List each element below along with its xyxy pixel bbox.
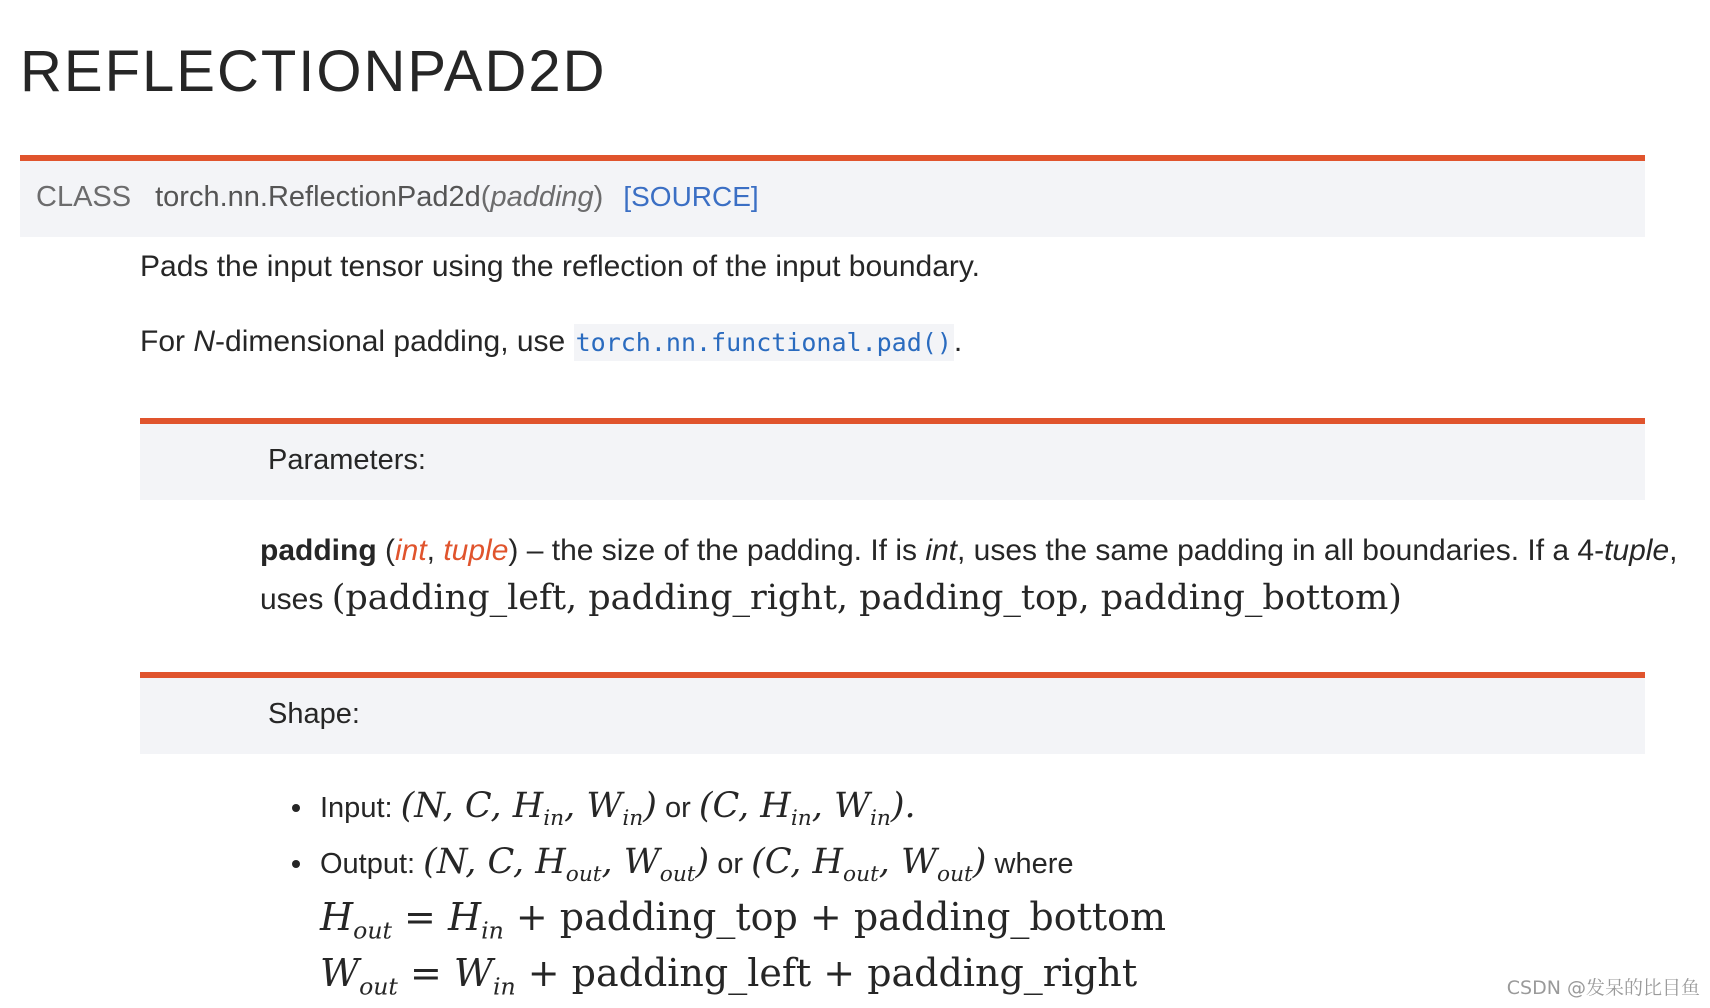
int-word: int [925, 534, 958, 567]
nd-suffix: . [953, 325, 963, 358]
nd-padding-note [140, 325, 962, 359]
description: Pads the input tensor using the reflection of the input boundary. [140, 250, 980, 283]
input-label: Input: [320, 792, 401, 824]
bullet-output [292, 860, 300, 868]
class-label: CLASS [36, 181, 132, 213]
nd-middle: -dimensional padding, use [215, 325, 574, 358]
class-name: torch.nn.ReflectionPad2d [155, 181, 481, 213]
param-desc2: , uses the same padding in all boundaries. If a 4- [957, 534, 1605, 567]
param-desc1: – the size of the padding. If is [518, 534, 926, 567]
type-tuple-link[interactable]: tuple [443, 534, 509, 567]
close-paren: ) [593, 181, 604, 213]
n-variable: N [193, 325, 216, 358]
equation-h-out: $H_{out} = H_{in}$ + padding_top + padding_bottom [320, 895, 1167, 945]
nd-prefix: For [140, 325, 194, 358]
shape-output [320, 842, 1073, 887]
output-label: Output: [320, 848, 424, 880]
input-math-a: (N, C, $H_{in}$, $W_{in}$) [400, 786, 657, 831]
output-math-a: (N, C, $H_{out}$, $W_{out}$) [423, 842, 710, 887]
signature-param: padding [490, 181, 594, 213]
param-open: ( [376, 534, 395, 567]
where-word: where [986, 848, 1074, 880]
class-signature [20, 155, 1645, 237]
or-word: or [656, 792, 699, 824]
open-paren: ( [480, 181, 491, 213]
param-desc3: , [1669, 534, 1678, 567]
input-math-b: (C, $H_{in}$, $W_{in}$). [698, 786, 916, 831]
or-word-2: or [709, 848, 752, 880]
shape-input [320, 786, 916, 831]
watermark: CSDN @发呆的比目鱼 [1506, 977, 1700, 999]
functional-pad-link[interactable]: torch.nn.functional.pad() [574, 324, 954, 361]
param-padding-line2 [260, 578, 1402, 618]
param-close: ) [508, 534, 519, 567]
param-padding-line1 [260, 534, 1678, 568]
shape-label: Shape: [268, 698, 360, 730]
parameters-header [140, 418, 1645, 500]
equation-w-out: $W_{out} = W_{in}$ + padding_left + padding_right [320, 951, 1138, 1001]
param-name: padding [260, 534, 377, 567]
uses-word: uses [260, 583, 332, 616]
padding-tuple-math: (padding_left, padding_right, padding_top, padding_bottom) [331, 578, 1402, 618]
tuple-word: tuple [1604, 534, 1670, 567]
param-comma: , [426, 534, 444, 567]
output-math-b: (C, $H_{out}$, $W_{out}$) [751, 842, 987, 887]
type-int-link[interactable]: int [394, 534, 427, 567]
shape-header [140, 672, 1645, 754]
page-title: REFLECTIONPAD2D [20, 39, 607, 104]
source-link[interactable]: [SOURCE] [623, 181, 759, 212]
bullet-input [292, 804, 300, 812]
parameters-label: Parameters: [268, 444, 426, 476]
